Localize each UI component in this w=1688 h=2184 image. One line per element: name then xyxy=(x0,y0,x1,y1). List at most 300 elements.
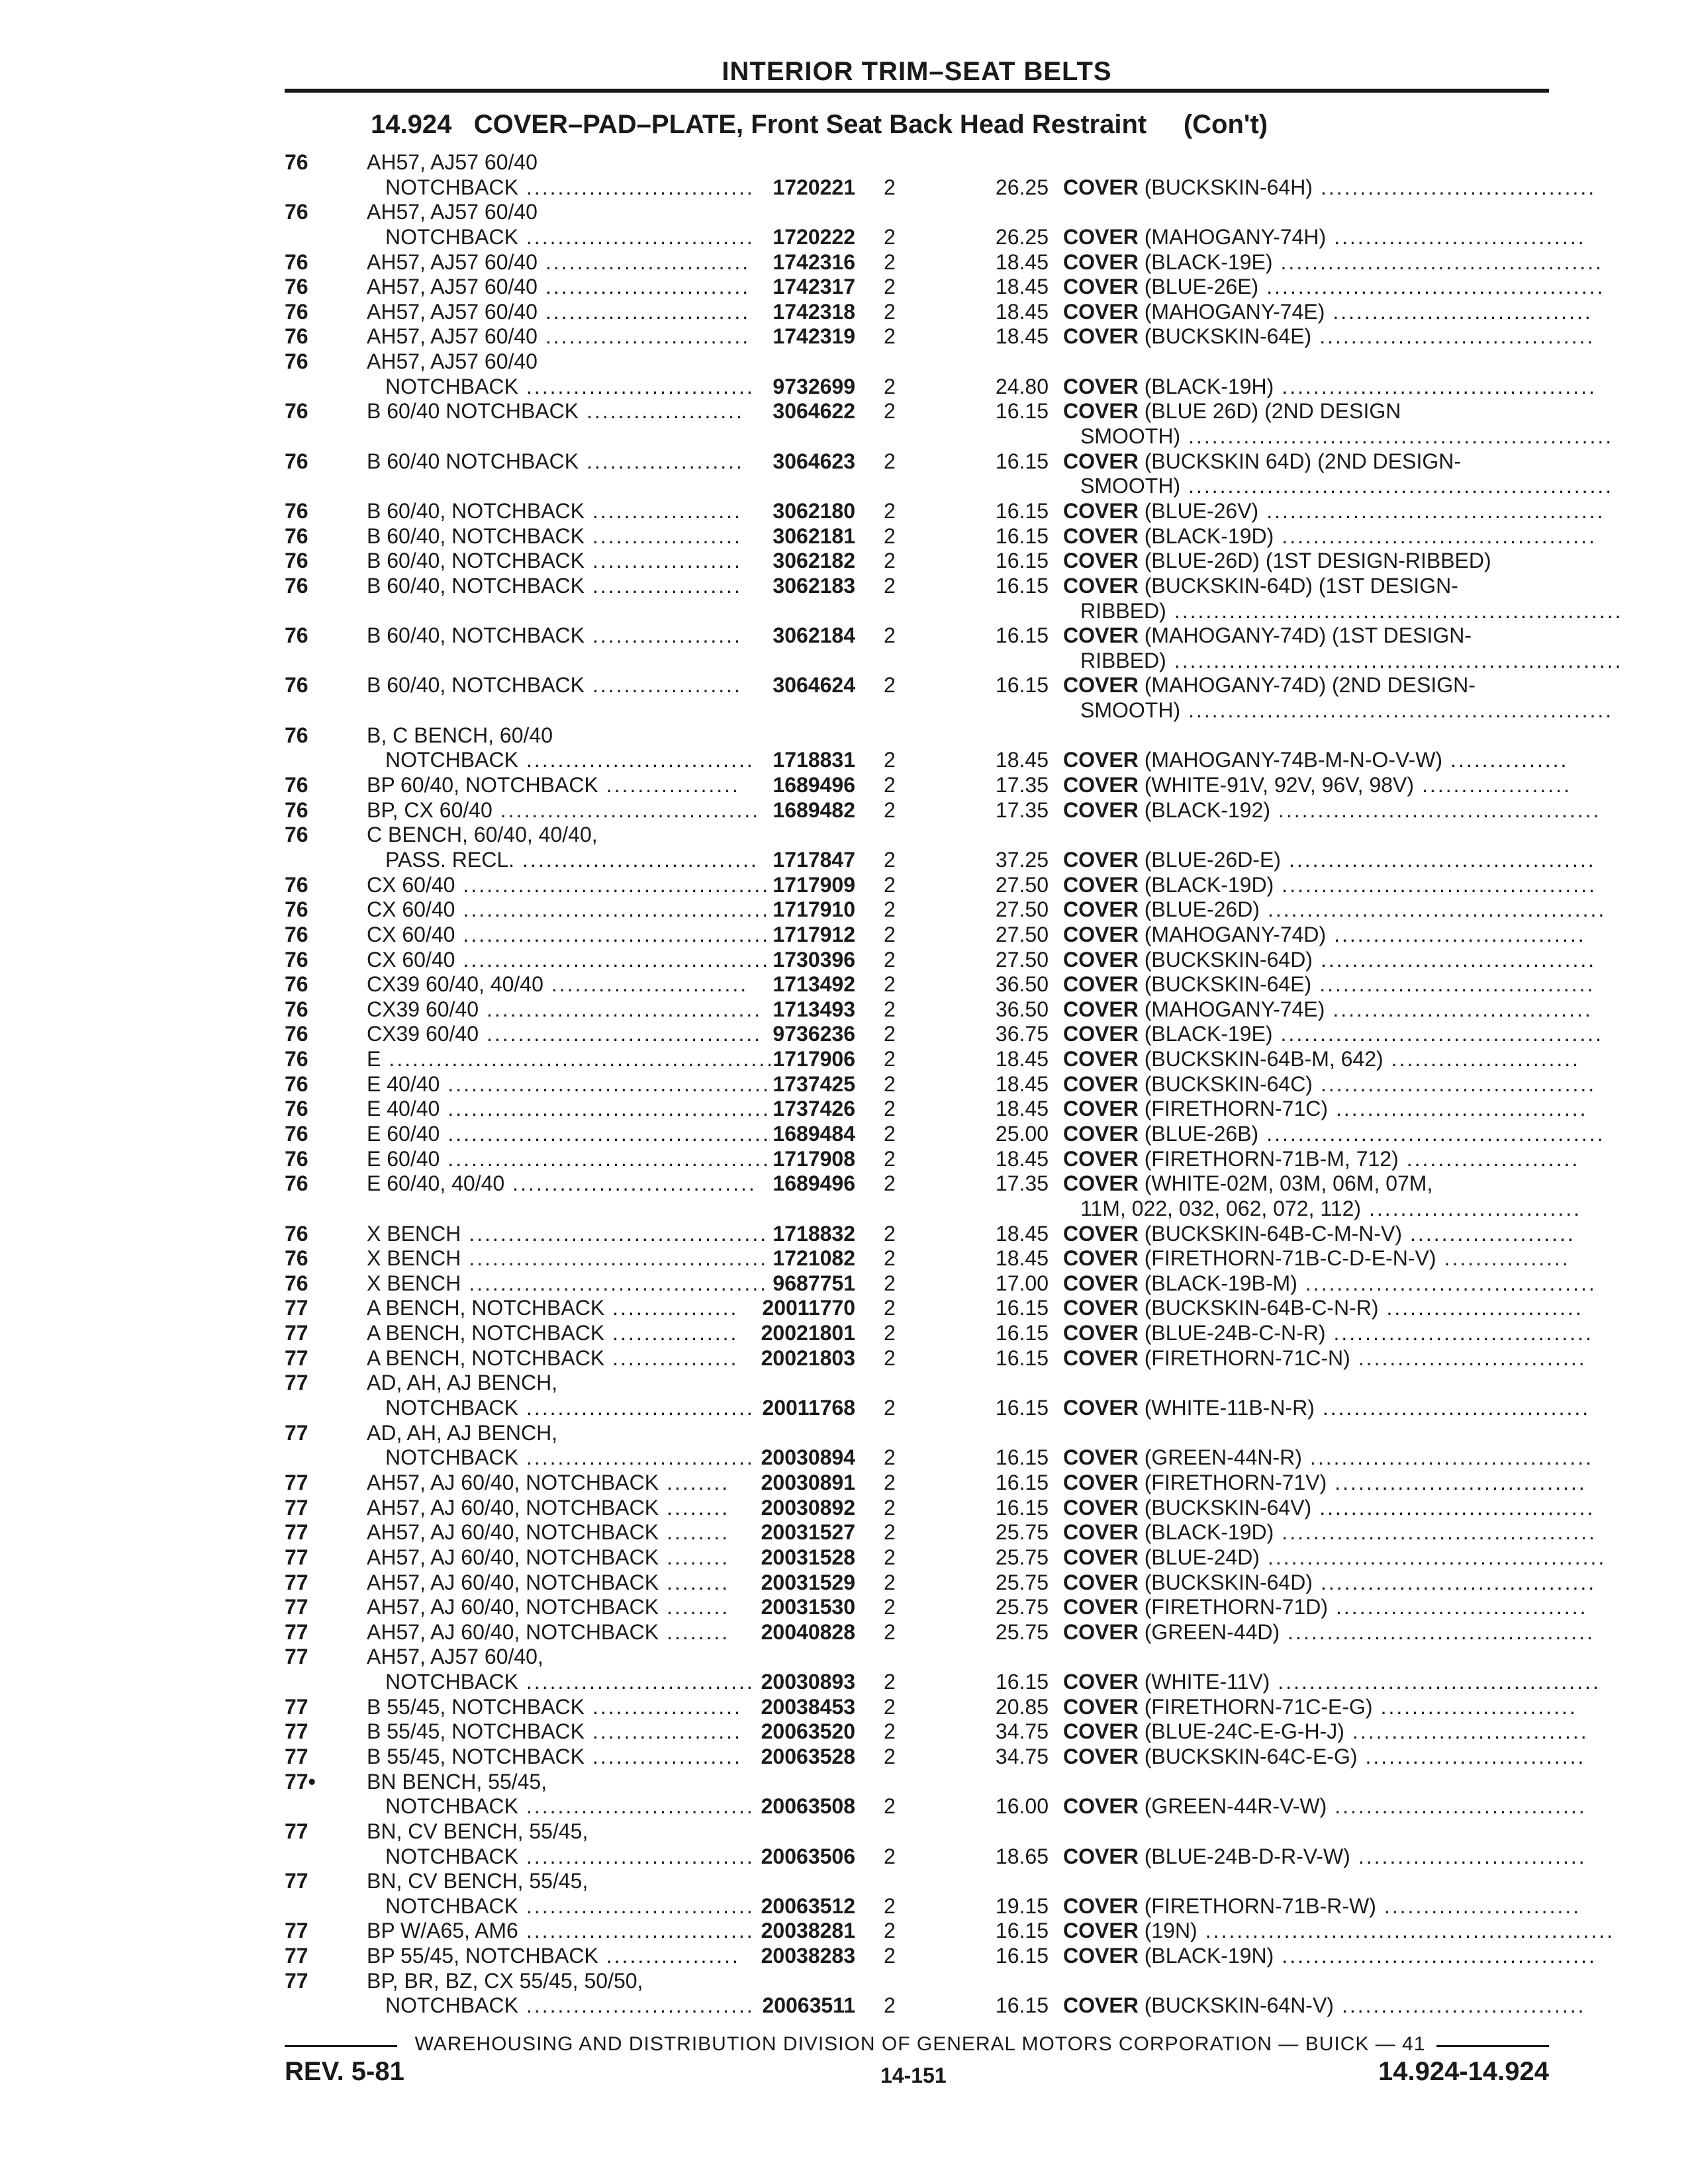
dot-leader: ........................................ xyxy=(1282,1520,1597,1545)
dot-leader: ........................... xyxy=(1369,1196,1582,1220)
price: 36.50 xyxy=(995,997,1049,1021)
cover-description xyxy=(1063,623,1472,649)
price: 18.45 xyxy=(995,1097,1049,1121)
price: 27.50 xyxy=(995,922,1049,946)
ref-number: 77 xyxy=(285,1869,308,1893)
quantity: 2 xyxy=(884,224,896,249)
description: CX39 60/40 ................................... xyxy=(367,997,763,1021)
cover-color: SMOOTH) xyxy=(1080,698,1181,723)
dot-leader: ................................. xyxy=(1333,299,1593,324)
cover-description xyxy=(1063,224,1586,250)
ref-number: 76 xyxy=(285,1121,308,1146)
cover-description xyxy=(1063,1520,1597,1545)
cover-color: SMOOTH) xyxy=(1080,424,1181,449)
dot-leader: ......................... xyxy=(551,972,749,997)
dot-leader: ................ xyxy=(612,1296,739,1320)
table-row xyxy=(0,1794,1688,1819)
dot-leader: ........................................ xyxy=(1282,872,1597,897)
table-row xyxy=(0,1271,1688,1297)
cover-description xyxy=(1063,972,1595,997)
cover-description xyxy=(1063,1470,1587,1496)
price: 16.15 xyxy=(995,1445,1049,1470)
dot-leader: ........ xyxy=(667,1570,730,1594)
description: CX39 60/40, 40/40 ......................... xyxy=(367,972,749,997)
cover-description xyxy=(1063,449,1461,475)
dot-leader: ................................ xyxy=(1336,1097,1588,1121)
cover-description xyxy=(1063,997,1593,1023)
price: 16.15 xyxy=(995,1670,1049,1694)
part-number: 20038283 xyxy=(761,1944,855,1968)
cover-color: 11M, 022, 032, 062, 072, 112) xyxy=(1080,1196,1362,1220)
cover-label: COVER xyxy=(1063,250,1139,274)
section-heading xyxy=(371,110,1268,140)
cover-description xyxy=(1063,1794,1587,1819)
quantity: 2 xyxy=(884,1794,896,1819)
quantity: 2 xyxy=(884,623,896,648)
cover-color: (MAHOGANY-74D) xyxy=(1144,922,1327,946)
footer-revision: REV. 5-81 xyxy=(285,2057,404,2086)
ref-number: 77 xyxy=(285,1968,308,1993)
table-row xyxy=(0,823,1688,848)
cover-label: COVER xyxy=(1063,1694,1139,1719)
cover-label: COVER xyxy=(1063,1520,1139,1545)
cover-label: COVER xyxy=(1063,1595,1139,1619)
table-row xyxy=(0,375,1688,400)
dot-leader: ....................................... xyxy=(463,947,771,972)
quantity: 2 xyxy=(884,299,896,324)
part-number: 1713493 xyxy=(773,997,855,1021)
table-row xyxy=(0,1496,1688,1521)
part-number: 3062181 xyxy=(773,523,855,548)
dot-leader: ................. xyxy=(606,773,740,797)
part-number: 20031527 xyxy=(761,1520,855,1545)
cover-color: (BUCKSKIN-64H) xyxy=(1144,175,1313,199)
dot-leader: ........ xyxy=(667,1619,730,1644)
ref-number: 76 xyxy=(285,549,308,573)
cover-description xyxy=(1063,299,1593,325)
dot-leader: ........................ xyxy=(1391,1047,1581,1071)
part-number: 20040828 xyxy=(761,1619,855,1644)
quantity: 2 xyxy=(884,449,896,473)
quantity: 2 xyxy=(884,549,896,573)
table-row xyxy=(0,349,1688,375)
description: A BENCH, NOTCHBACK ................ xyxy=(367,1345,739,1370)
dot-leader: ................................ xyxy=(1336,1595,1588,1619)
table-row xyxy=(0,300,1688,325)
description: B 60/40, NOTCHBACK ................... xyxy=(367,498,742,523)
ref-number: 77 xyxy=(285,1470,308,1494)
quantity: 2 xyxy=(884,1246,896,1271)
cover-description xyxy=(1063,847,1596,873)
cover-color: (BLACK-19D) xyxy=(1144,1520,1274,1545)
cover-description xyxy=(1063,947,1597,973)
cover-description xyxy=(1063,673,1476,698)
cover-label: COVER xyxy=(1063,1919,1139,1943)
cover-description xyxy=(1063,1097,1588,1122)
ref-number: 77 xyxy=(285,1745,308,1768)
price: 17.35 xyxy=(995,773,1049,797)
price: 36.50 xyxy=(995,972,1049,997)
description: AH57, AJ57 60/40 xyxy=(367,349,538,374)
part-number: 1717912 xyxy=(773,922,855,946)
price: 16.15 xyxy=(995,523,1049,548)
ref-number: 76 xyxy=(285,1221,308,1246)
table-row xyxy=(0,1894,1688,1919)
dot-leader: ............................ xyxy=(1365,1745,1586,1768)
cover-color: (BUCKSKIN-64E) xyxy=(1144,324,1312,349)
description: X BENCH ...................................... xyxy=(367,1271,769,1295)
part-number: 3064623 xyxy=(773,449,855,473)
dot-leader: ................... xyxy=(592,549,742,573)
cover-description xyxy=(1063,523,1597,549)
cover-label: COVER xyxy=(1063,1670,1139,1694)
table-row xyxy=(0,1396,1688,1421)
ref-number: 76 xyxy=(285,399,308,424)
part-number: 20021801 xyxy=(761,1321,855,1345)
part-number: 20063511 xyxy=(762,1993,855,2018)
dot-leader: .................................................... xyxy=(1205,1919,1615,1943)
table-row xyxy=(0,424,1688,449)
dot-leader: ......................................... xyxy=(1280,1022,1604,1046)
cover-label: COVER xyxy=(1063,1495,1139,1520)
price: 16.15 xyxy=(995,1321,1049,1345)
ref-number: 77 xyxy=(285,1719,308,1744)
cover-color: (BLUE-26E) xyxy=(1144,275,1259,299)
table-row xyxy=(0,1745,1688,1770)
table-row xyxy=(0,1570,1688,1596)
price: 16.15 xyxy=(995,449,1049,473)
description: NOTCHBACK ............................. xyxy=(385,1993,755,2018)
cover-color: (BUCKSKIN-64V) xyxy=(1144,1495,1312,1520)
part-number: 9732699 xyxy=(773,374,855,398)
dot-leader: ................... xyxy=(592,1745,742,1768)
price: 25.00 xyxy=(995,1121,1049,1146)
ref-number: 76 xyxy=(285,324,308,349)
price: 18.45 xyxy=(995,1221,1049,1246)
price: 34.75 xyxy=(995,1745,1049,1768)
description: B 60/40, NOTCHBACK ................... xyxy=(367,573,742,598)
dot-leader: ................... xyxy=(592,573,742,598)
cover-color: (BUCKSKIN-64N-V) xyxy=(1144,1993,1334,2018)
cover-color: (BLUE-24B-C-N-R) xyxy=(1144,1321,1326,1345)
cover-description xyxy=(1063,1893,1581,1919)
dot-leader: .............................. xyxy=(522,847,759,872)
cover-color: (FIRETHORN-71D) xyxy=(1144,1595,1329,1619)
quantity: 2 xyxy=(884,897,896,922)
dot-leader: ............................. xyxy=(526,1670,755,1694)
table-row xyxy=(0,150,1688,175)
footer-section-range: 14.924-14.924 xyxy=(1378,2057,1549,2086)
dot-leader: ........................................... xyxy=(1267,1545,1607,1569)
dot-leader: ........ xyxy=(667,1520,730,1545)
quantity: 2 xyxy=(884,922,896,946)
dot-leader: .................... xyxy=(586,399,744,424)
ref-number: 76 xyxy=(285,498,308,523)
description: B 60/40, NOTCHBACK ................... xyxy=(367,523,742,548)
dot-leader: ................................... xyxy=(1319,1495,1595,1520)
dot-leader: .......................... xyxy=(545,275,751,299)
dot-leader: ................................... xyxy=(1320,175,1597,199)
price: 25.75 xyxy=(995,1595,1049,1619)
cover-label: COVER xyxy=(1063,773,1139,797)
ref-number: 76 xyxy=(285,872,308,897)
table-row xyxy=(0,923,1688,948)
ref-number: 77• xyxy=(285,1769,316,1794)
table-row xyxy=(0,1097,1688,1122)
part-number: 1713492 xyxy=(773,972,855,997)
dot-leader: ..................................... xyxy=(1305,1271,1597,1295)
description: BN, CV BENCH, 55/45, xyxy=(367,1869,588,1893)
cover-description xyxy=(1063,1221,1575,1247)
cover-label: COVER xyxy=(1063,1271,1139,1295)
dot-leader: ....................................... xyxy=(463,922,771,946)
part-number: 9736236 xyxy=(773,1022,855,1046)
table-row xyxy=(0,549,1688,574)
ref-number: 76 xyxy=(285,200,308,224)
description: CX 60/40 ....................................... xyxy=(367,872,771,897)
dot-leader: ............... xyxy=(1450,748,1569,772)
cover-color: RIBBED) xyxy=(1080,648,1166,672)
quantity: 2 xyxy=(884,275,896,299)
part-number: 20063506 xyxy=(761,1844,855,1868)
dot-leader: ................................... xyxy=(1319,972,1595,997)
part-number: 20030891 xyxy=(761,1470,855,1494)
header-rule xyxy=(285,89,1549,93)
dot-leader: .................... xyxy=(586,449,744,473)
description: AH57, AJ57 60/40 xyxy=(367,200,538,224)
table-row xyxy=(0,1471,1688,1496)
price: 27.50 xyxy=(995,872,1049,897)
cover-label: COVER xyxy=(1063,1745,1139,1768)
part-number: 1689496 xyxy=(773,1171,855,1196)
price: 36.75 xyxy=(995,1022,1049,1046)
price: 27.50 xyxy=(995,897,1049,922)
footer-division: WAREHOUSING AND DISTRIBUTION DIVISION OF GENERAL MOTORS CORPORATION — BUICK — 41 xyxy=(414,2033,1426,2055)
description: BP 55/45, NOTCHBACK ................. xyxy=(367,1944,740,1968)
price: 18.45 xyxy=(995,324,1049,349)
table-row xyxy=(0,1969,1688,1994)
ref-number: 76 xyxy=(285,250,308,274)
ref-number: 76 xyxy=(285,523,308,548)
cover-color: (BLUE 26D) (2ND DESIGN xyxy=(1144,399,1401,424)
part-number: 1689484 xyxy=(773,1121,855,1146)
quantity: 2 xyxy=(884,773,896,797)
quantity: 2 xyxy=(884,1570,896,1594)
cover-label: COVER xyxy=(1063,748,1139,772)
table-row xyxy=(0,972,1688,997)
part-number: 1689482 xyxy=(773,797,855,822)
cover-label: COVER xyxy=(1063,374,1139,398)
dot-leader: ................................... xyxy=(1320,1570,1597,1594)
part-number: 20038281 xyxy=(761,1919,855,1943)
dot-leader: ...................................................... xyxy=(1188,474,1614,498)
quantity: 2 xyxy=(884,997,896,1021)
cover-color: SMOOTH) xyxy=(1080,474,1181,498)
ref-number: 77 xyxy=(285,1520,308,1545)
table-row xyxy=(0,1645,1688,1670)
cover-color: (WHITE-91V, 92V, 96V, 98V) xyxy=(1144,773,1415,797)
price: 24.80 xyxy=(995,374,1049,398)
price: 17.00 xyxy=(995,1271,1049,1295)
price: 18.45 xyxy=(995,275,1049,299)
part-number: 1717906 xyxy=(773,1047,855,1071)
ref-number: 76 xyxy=(285,275,308,299)
part-number: 1737426 xyxy=(773,1097,855,1121)
cover-label: COVER xyxy=(1063,224,1139,249)
footer-page-number: 14-151 xyxy=(880,2064,947,2087)
quantity: 2 xyxy=(884,399,896,424)
dot-leader: ................... xyxy=(592,498,742,523)
description: AH57, AJ57 60/40 xyxy=(367,150,538,174)
cover-label: COVER xyxy=(1063,947,1139,972)
cover-description xyxy=(1063,1595,1588,1620)
table-row xyxy=(0,673,1688,698)
quantity: 2 xyxy=(884,1396,896,1420)
price: 25.75 xyxy=(995,1570,1049,1594)
dot-leader: ............................. xyxy=(526,1445,755,1470)
description: BP 60/40, NOTCHBACK ................. xyxy=(367,773,740,797)
cover-description xyxy=(1063,1495,1595,1521)
cover-label: COVER xyxy=(1063,523,1139,548)
description: AH57, AJ 60/40, NOTCHBACK ........ xyxy=(367,1520,730,1545)
dot-leader: ..................... xyxy=(1410,1221,1575,1246)
cover-description xyxy=(1063,324,1595,349)
part-number: 1717908 xyxy=(773,1146,855,1171)
table-row xyxy=(0,848,1688,873)
dot-leader: ................... xyxy=(592,1719,742,1744)
price: 19.15 xyxy=(995,1893,1049,1918)
dot-leader: ...................................................... xyxy=(1188,698,1614,723)
dot-leader: ................ xyxy=(612,1345,739,1370)
ref-number: 76 xyxy=(285,1271,308,1295)
quantity: 2 xyxy=(884,1097,896,1121)
table-row xyxy=(0,1371,1688,1396)
quantity: 2 xyxy=(884,1345,896,1370)
cover-description xyxy=(1080,648,1623,674)
cover-description xyxy=(1080,424,1614,449)
dot-leader: ...................................... xyxy=(469,1246,769,1271)
description: CX 60/40 ....................................... xyxy=(367,897,771,922)
cover-color: (MAHOGANY-74E) xyxy=(1144,997,1325,1021)
cover-color: (BLACK-19H) xyxy=(1144,374,1274,398)
table-row xyxy=(0,1919,1688,1944)
table-row xyxy=(0,1296,1688,1321)
cover-color: (BUCKSKIN-64D) xyxy=(1144,1570,1313,1594)
part-number: 1742319 xyxy=(773,324,855,349)
table-row xyxy=(0,1520,1688,1545)
description: NOTCHBACK ............................. xyxy=(385,1445,755,1470)
cover-description xyxy=(1063,1146,1580,1172)
dot-leader: ................... xyxy=(592,1694,742,1719)
dot-leader: ................... xyxy=(592,673,742,698)
part-number: 1717909 xyxy=(773,872,855,897)
dot-leader: ................................ xyxy=(1335,1470,1587,1494)
part-number: 1720222 xyxy=(773,224,855,249)
part-number: 1742317 xyxy=(773,275,855,299)
quantity: 2 xyxy=(884,1121,896,1146)
part-number: 20063512 xyxy=(761,1893,855,1918)
cover-description xyxy=(1063,1271,1597,1297)
cover-color: (BLACK-192) xyxy=(1144,797,1270,822)
quantity: 2 xyxy=(884,250,896,274)
dot-leader: ................................... xyxy=(1320,1071,1597,1096)
description: AD, AH, AJ BENCH, xyxy=(367,1371,558,1395)
dot-leader: ................................. xyxy=(1333,997,1593,1021)
table-row xyxy=(0,948,1688,973)
cover-label: COVER xyxy=(1063,1221,1139,1246)
price: 18.65 xyxy=(995,1844,1049,1868)
table-row xyxy=(0,524,1688,549)
cover-description xyxy=(1063,250,1604,275)
cover-description xyxy=(1063,1321,1593,1346)
cover-color: (BLACK-19D) xyxy=(1144,523,1274,548)
dot-leader: ......................................... xyxy=(1278,797,1601,822)
ref-number: 76 xyxy=(285,1022,308,1046)
part-number: 20038453 xyxy=(761,1694,855,1719)
cover-label: COVER xyxy=(1063,1619,1139,1644)
quantity: 2 xyxy=(884,872,896,897)
cover-color: (BLUE-26D) xyxy=(1144,897,1260,922)
cover-description xyxy=(1063,1345,1587,1371)
part-number: 1742316 xyxy=(773,250,855,274)
table-row xyxy=(0,1670,1688,1695)
description: NOTCHBACK ............................. xyxy=(385,175,755,199)
table-row xyxy=(0,250,1688,275)
ref-number: 77 xyxy=(285,1345,308,1370)
quantity: 2 xyxy=(884,1993,896,2018)
table-row xyxy=(0,175,1688,201)
ref-number: 77 xyxy=(285,1694,308,1719)
cover-color: (BLUE-24C-E-G-H-J) xyxy=(1144,1719,1344,1744)
part-number: 1717847 xyxy=(773,847,855,872)
table-row xyxy=(0,698,1688,723)
cover-label: COVER xyxy=(1063,399,1139,424)
cover-label: COVER xyxy=(1063,449,1139,473)
ref-number: 76 xyxy=(285,897,308,922)
dot-leader: ........................................ xyxy=(1282,374,1597,398)
table-row xyxy=(0,1246,1688,1271)
part-number: 20030892 xyxy=(761,1495,855,1520)
part-number: 1721082 xyxy=(773,1246,855,1271)
quantity: 2 xyxy=(884,1619,896,1644)
cover-description xyxy=(1063,1694,1577,1720)
ref-number: 76 xyxy=(285,797,308,822)
price: 25.75 xyxy=(995,1520,1049,1545)
section-number: 14.924 xyxy=(371,110,452,139)
dot-leader: ................................ xyxy=(1334,224,1586,249)
price: 16.15 xyxy=(995,1296,1049,1320)
part-number: 20031528 xyxy=(761,1545,855,1569)
cover-description xyxy=(1063,1171,1432,1197)
dot-leader: ........ xyxy=(667,1470,730,1494)
dot-leader: .................................................. xyxy=(389,1047,782,1071)
ref-number: 76 xyxy=(285,1047,308,1071)
cover-color: (MAHOGANY-74E) xyxy=(1144,299,1325,324)
cover-label: COVER xyxy=(1063,498,1139,523)
cover-label: COVER xyxy=(1063,847,1139,872)
price: 16.15 xyxy=(995,549,1049,573)
description: AH57, AJ57 60/40, xyxy=(367,1645,543,1669)
description: AH57, AJ 60/40, NOTCHBACK ........ xyxy=(367,1570,730,1594)
dot-leader: ................ xyxy=(612,1321,739,1345)
cover-description xyxy=(1080,598,1623,624)
part-number: 1718832 xyxy=(773,1221,855,1246)
dot-leader: ......................................................... xyxy=(1174,598,1623,623)
price: 26.25 xyxy=(995,175,1049,199)
description: B 60/40 NOTCHBACK .................... xyxy=(367,449,744,473)
table-row xyxy=(0,798,1688,823)
part-number: 20063508 xyxy=(761,1794,855,1819)
